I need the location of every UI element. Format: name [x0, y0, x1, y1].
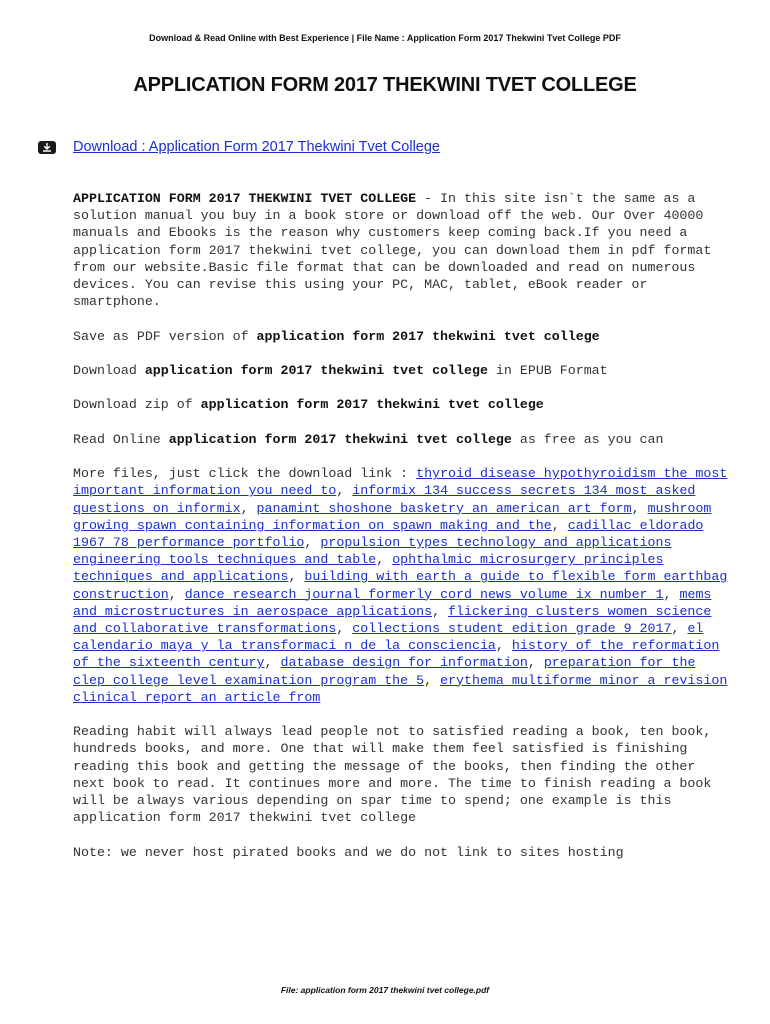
more-file-link[interactable]: collections student edition grade 9 2017: [352, 621, 672, 636]
more-file-link[interactable]: thyroid disease hypothyroidism the most important information you need to: [73, 466, 728, 499]
more-file-link[interactable]: informix 134 success secrets 134 most asked questions on informix: [73, 483, 696, 516]
more-file-link[interactable]: preparation for the clep college level examination program the 5: [73, 655, 696, 688]
more-files-prefix: More files, just click the download link :: [73, 466, 417, 482]
link-separator: ,: [631, 500, 648, 516]
link-separator: ,: [424, 672, 441, 688]
epub-suffix: in EPUB Format: [487, 363, 608, 378]
intro-bold-title: APPLICATION FORM 2017 THEKWINI TVET COLLEGE: [73, 191, 417, 206]
page-footer: File: application form 2017 thekwini tvet college.pdf: [280, 985, 490, 995]
save-pdf-prefix: Save as PDF version of: [73, 328, 257, 344]
zip-line: [73, 396, 733, 413]
link-separator: ,: [663, 586, 680, 602]
link-separator: ,: [495, 638, 512, 654]
more-file-link[interactable]: panamint shoshone basketry an american art form: [256, 500, 632, 516]
more-file-link[interactable]: mems and microstructures in aerospace applications: [73, 586, 712, 619]
more-file-link[interactable]: cadillac eldorado 1967 78 performance portfolio: [73, 517, 704, 550]
more-file-link[interactable]: history of the reformation of the sixteenth century: [73, 638, 720, 671]
intro-paragraph: [73, 190, 733, 310]
more-files-paragraph: [73, 465, 733, 706]
note-paragraph: Note: we never host pirated books and we do not link to sites hosting: [73, 844, 624, 860]
more-file-link[interactable]: el calendario maya y la transformaci n de la consciencia: [73, 621, 704, 654]
epub-prefix: Download: [73, 363, 145, 378]
reading-paragraph: Reading habit will always lead people not to satisfied reading a book, ten book, hundreds books, and more. One that will make them feel satisfied is finishing reading this book and getting the message of the books, then finding the other next book to read. It continues more and more. The time to finish reading a book will be always various depending on spar time to spend; one example is this application form 2017 thekwini tvet college: [73, 724, 712, 826]
more-file-link[interactable]: database design for information: [280, 655, 528, 671]
save-pdf-bold: application form 2017 thekwini tvet college: [256, 328, 600, 344]
link-separator: ,: [264, 655, 281, 671]
link-separator: ,: [240, 500, 257, 516]
link-separator: ,: [432, 603, 449, 619]
link-separator: ,: [304, 534, 321, 550]
more-file-link[interactable]: erythema multiforme minor a revision clinical report an article from: [73, 672, 728, 705]
read-online-bold: application form 2017 thekwini tvet college: [168, 431, 512, 447]
link-separator: ,: [376, 552, 393, 568]
epub-line: [73, 362, 733, 379]
link-separator: ,: [336, 483, 353, 499]
more-file-link[interactable]: building with earth a guide to flexible form earthbag construction: [73, 569, 728, 602]
more-file-link[interactable]: propulsion types technology and applications engineering tools techniques and table: [73, 534, 672, 568]
download-icon[interactable]: [38, 141, 56, 154]
link-separator: ,: [551, 517, 568, 533]
document-body: [73, 190, 733, 878]
read-online-prefix: Read Online: [73, 431, 169, 447]
zip-bold: application form 2017 thekwini tvet college: [200, 397, 544, 413]
read-online-line: [73, 431, 733, 448]
link-separator: ,: [168, 586, 185, 602]
link-separator: ,: [671, 621, 688, 636]
epub-bold: application form 2017 thekwini tvet college: [144, 363, 488, 378]
page-header-text: Download & Read Online with Best Experience | File Name : Application Form 2017 Thekwini Tvet College PDF: [149, 33, 621, 43]
save-pdf-line: [73, 328, 733, 345]
more-file-link[interactable]: flickering clusters women science and collaborative transformations: [73, 603, 712, 636]
read-online-suffix: as free as you can: [511, 431, 664, 447]
link-separator: ,: [336, 621, 353, 636]
download-link[interactable]: Download : Application Form 2017 Thekwini Tvet College: [73, 139, 440, 155]
more-file-link[interactable]: ophthalmic microsurgery principles techniques and applications: [73, 552, 664, 585]
page-title: APPLICATION FORM 2017 THEKWINI TVET COLLEGE: [133, 74, 637, 96]
more-file-link[interactable]: mushroom growing spawn containing information on spawn making and the: [73, 500, 712, 533]
link-separator: ,: [288, 569, 305, 585]
download-row: [38, 137, 440, 157]
zip-prefix: Download zip of: [73, 397, 201, 413]
link-separator: ,: [527, 655, 544, 671]
more-file-link[interactable]: dance research journal formerly cord news volume ix number 1: [184, 586, 664, 602]
intro-text: - In this site isn`t the same as a solution manual you buy in a book store or download off the web. Our Over 40000 manuals and Ebooks is the reason why customers keep coming back.If you need a application form 2017 thekwini tvet college, you can download them in pdf format from our website.Basic file format that can be downloaded and read on numerous devices. You can revise this using your PC, MAC, tablet, eBook reader or smartphone.: [73, 191, 712, 310]
